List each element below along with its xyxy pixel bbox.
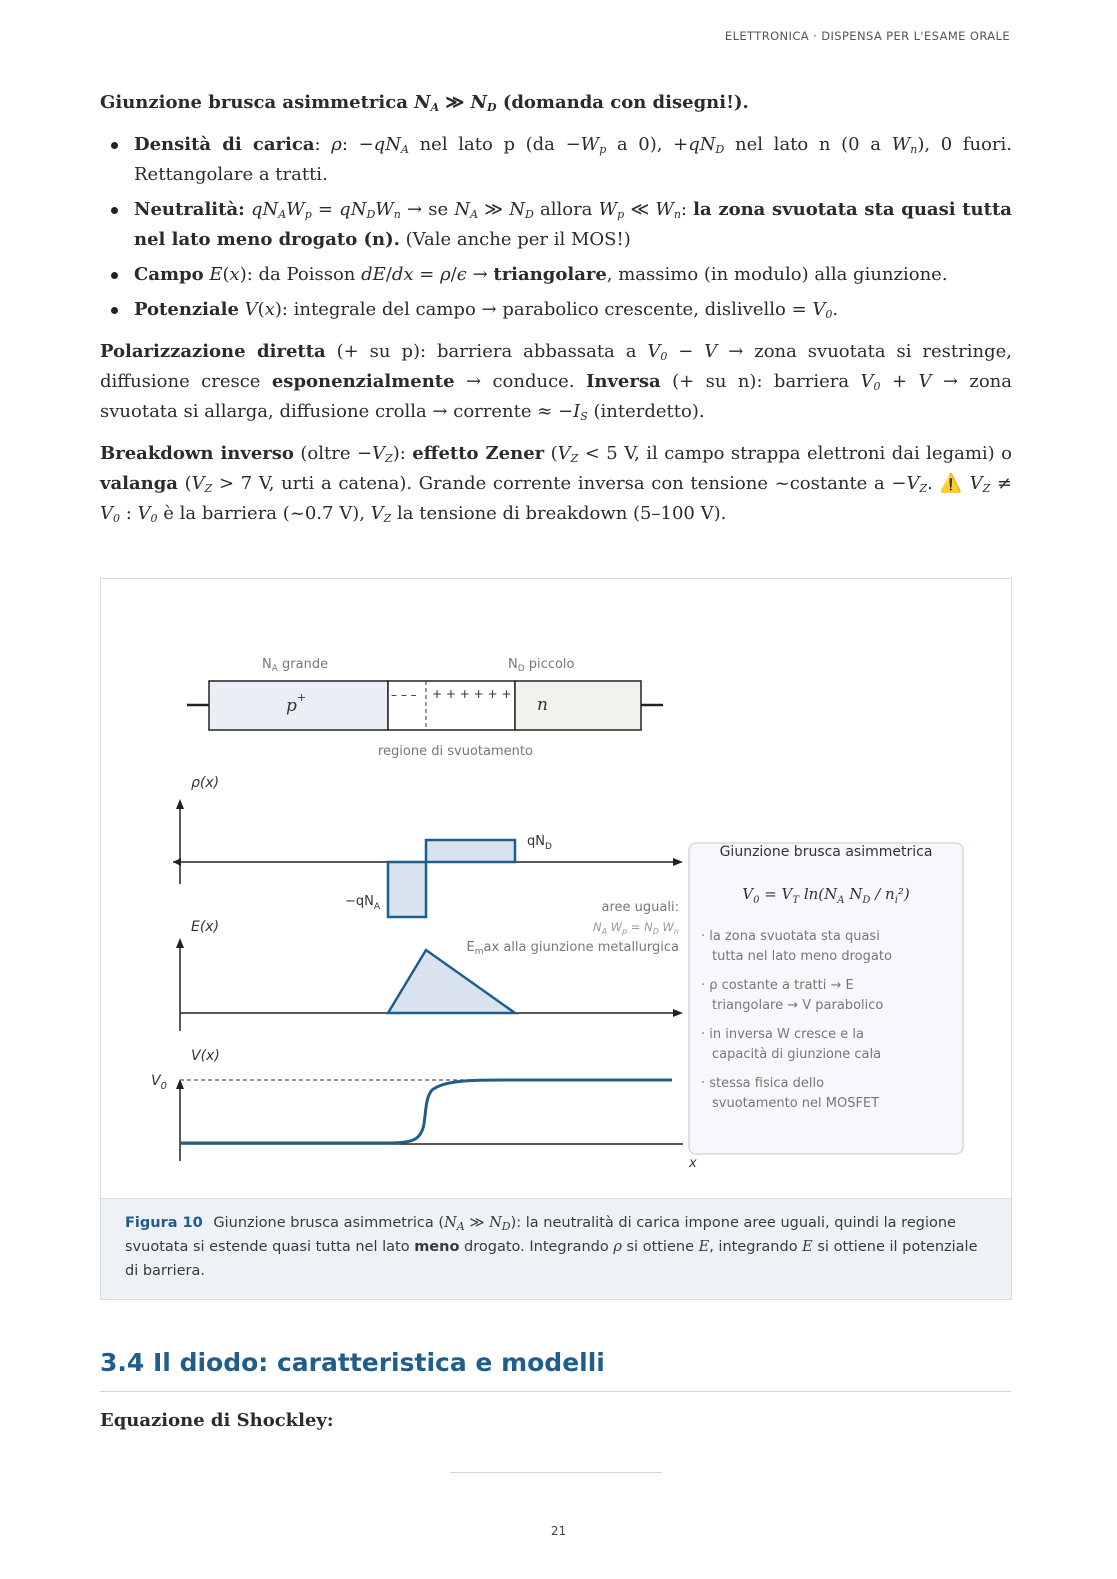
- breakdown-label: Breakdown inverso: [100, 443, 294, 464]
- bullet-field: Campo E(x): da Poisson dE/dx = ρ/ϵ → triangolare, massimo (in modulo) alla giunzione.: [100, 260, 1012, 290]
- running-header: ELETTRONICA · DISPENSA PER L'ESAME ORALE: [724, 29, 1010, 43]
- p-region: [209, 681, 388, 730]
- p-plus-label: p+: [286, 691, 307, 716]
- note-2-line-1: · ρ costante a tratti → E: [701, 978, 854, 993]
- areas-equation: $N_A$ $W_p = N_D$ $W_n$: [592, 920, 679, 936]
- equation-placeholder-rule: [450, 1472, 662, 1473]
- summary-box: [689, 843, 963, 1154]
- v0-label: $V_0$: [151, 1073, 167, 1092]
- rho-axis-label: ρ(x): [191, 775, 220, 791]
- summary-box-title: Giunzione brusca asimmetrica: [719, 844, 933, 860]
- section-title: 3.4 Il diodo: caratteristica e modelli: [100, 1348, 1011, 1392]
- v-axis-label: V(x): [191, 1048, 220, 1064]
- n-region: [515, 681, 641, 730]
- bullet-potential-label: Potenziale: [134, 299, 239, 320]
- page-number: 21: [550, 1524, 567, 1538]
- intro-title: Giunzione brusca asimmetrica $N_A$ ≫ $N_D$ (domanda con disegni!).: [100, 92, 749, 114]
- bullet-density-label: Densità di carica: [134, 134, 315, 155]
- figure-label: Figura 10: [125, 1215, 203, 1231]
- note-4-line-2: svuotamento nel MOSFET: [712, 1096, 880, 1111]
- note-3-line-1: · in inversa W cresce e la: [701, 1027, 864, 1042]
- note-2-line-2: triangolare → V parabolico: [712, 998, 884, 1013]
- e-field-triangle: [388, 950, 515, 1013]
- bullet-potential: Potenziale V(x): integrale del campo → parabolico crescente, dislivello = $V_0$.: [100, 295, 1012, 325]
- note-3-line-2: capacità di giunzione cala: [712, 1047, 882, 1062]
- figure-caption: Figura 10 Giunzione brusca asimmetrica ($N_A$ ≫ $N_D$): la neutralità di carica impone aree uguali, quindi la regione svuotata si estende quasi tutta nel lato meno drogato. Integrando ρ si ottiene E, integrando E si ottiene il potenziale di barriera.: [101, 1198, 1011, 1299]
- na-label: $N_A$ grande: [262, 657, 329, 674]
- rho-negative-block: [388, 862, 426, 917]
- polarization-paragraph: Polarizzazione diretta (+ su p): barriera abbassata a $V_0 - V$ → zona svuotata si restringe, diffusione cresce esponenzialmente → conduce. Inversa (+ su n): barriera $V_0 + V$ → zona svuotata si allarga, diffusione crolla → corrente ≈ $-I_S$ (interdetto).: [100, 341, 1012, 423]
- negative-charges: – – –: [391, 688, 417, 702]
- bullet-neutrality: Neutralità: $qN_AW_p = qN_DW_n$ → se $N_A$ ≫ $N_D$ allora $W_p$ ≪ $W_n$: la zona svuotata sta quasi tutta nel lato meno drogato (n). (Vale anche per il MOS!): [100, 195, 1012, 255]
- bullet-field-label: Campo: [134, 264, 204, 285]
- rho-positive-block: [426, 840, 515, 862]
- intro-title-pre: Giunzione brusca asimmetrica: [100, 92, 415, 113]
- areas-label: aree uguali:: [601, 900, 679, 915]
- figure-10: [100, 578, 1012, 1300]
- nd-label: $N_D$ piccolo: [508, 657, 575, 674]
- main-text: [100, 88, 1012, 529]
- shockley-heading: Equazione di Shockley:: [100, 1410, 334, 1431]
- qna-label: $-qN_A$: [345, 894, 381, 912]
- note-1-line-1: · la zona svuotata sta quasi: [701, 929, 880, 944]
- e-axis-label: E(x): [191, 919, 220, 935]
- n-label: n: [537, 695, 548, 715]
- junction-diagram: [101, 579, 1011, 1199]
- x-axis-label: x: [689, 1156, 697, 1171]
- bullet-density: Densità di carica: ρ: $-qN_A$ nel lato p ($da -W_p$ a 0), $+qN_D$ nel lato n (0 a $W_n$), 0 fuori. Rettangolare a tratti.: [100, 130, 1012, 190]
- depletion-label: regione di svuotamento: [378, 744, 533, 759]
- breakdown-paragraph: Breakdown inverso (oltre $-V_Z$): effetto Zener ($V_Z < 5$ V, il campo strappa elettroni dai legami) o valanga ($V_Z > 7$ V, urti a catena). Grande corrente inversa con tensione ~costante $a -V_Z$. ⚠️ $V_Z \ne V_0$ : $V_0$ è la barriera (~0.7 V), $V_Z$ la tensione di breakdown (5–100 V).: [100, 443, 1012, 525]
- intro-title-post: (domanda con disegni!).: [496, 92, 749, 113]
- potential-curve: [180, 1080, 672, 1143]
- emax-label: $E_max$ alla giunzione metallurgica: [466, 940, 679, 957]
- bullet-neutrality-label: Neutralità:: [134, 199, 245, 220]
- diode-bar: [187, 681, 663, 730]
- polarization-label: Polarizzazione diretta: [100, 341, 326, 362]
- note-1-line-2: tutta nel lato meno drogato: [712, 949, 892, 964]
- bullet-list: [100, 130, 1012, 325]
- qnd-label: $qN_D$: [527, 834, 552, 852]
- positive-charges: + + + + + +: [432, 687, 512, 701]
- note-4-line-1: · stessa fisica dello: [701, 1076, 825, 1091]
- v0-formula: $V_0 = V_T$ $\ln(N_A$ $N_D / n_i^2$): [742, 885, 910, 906]
